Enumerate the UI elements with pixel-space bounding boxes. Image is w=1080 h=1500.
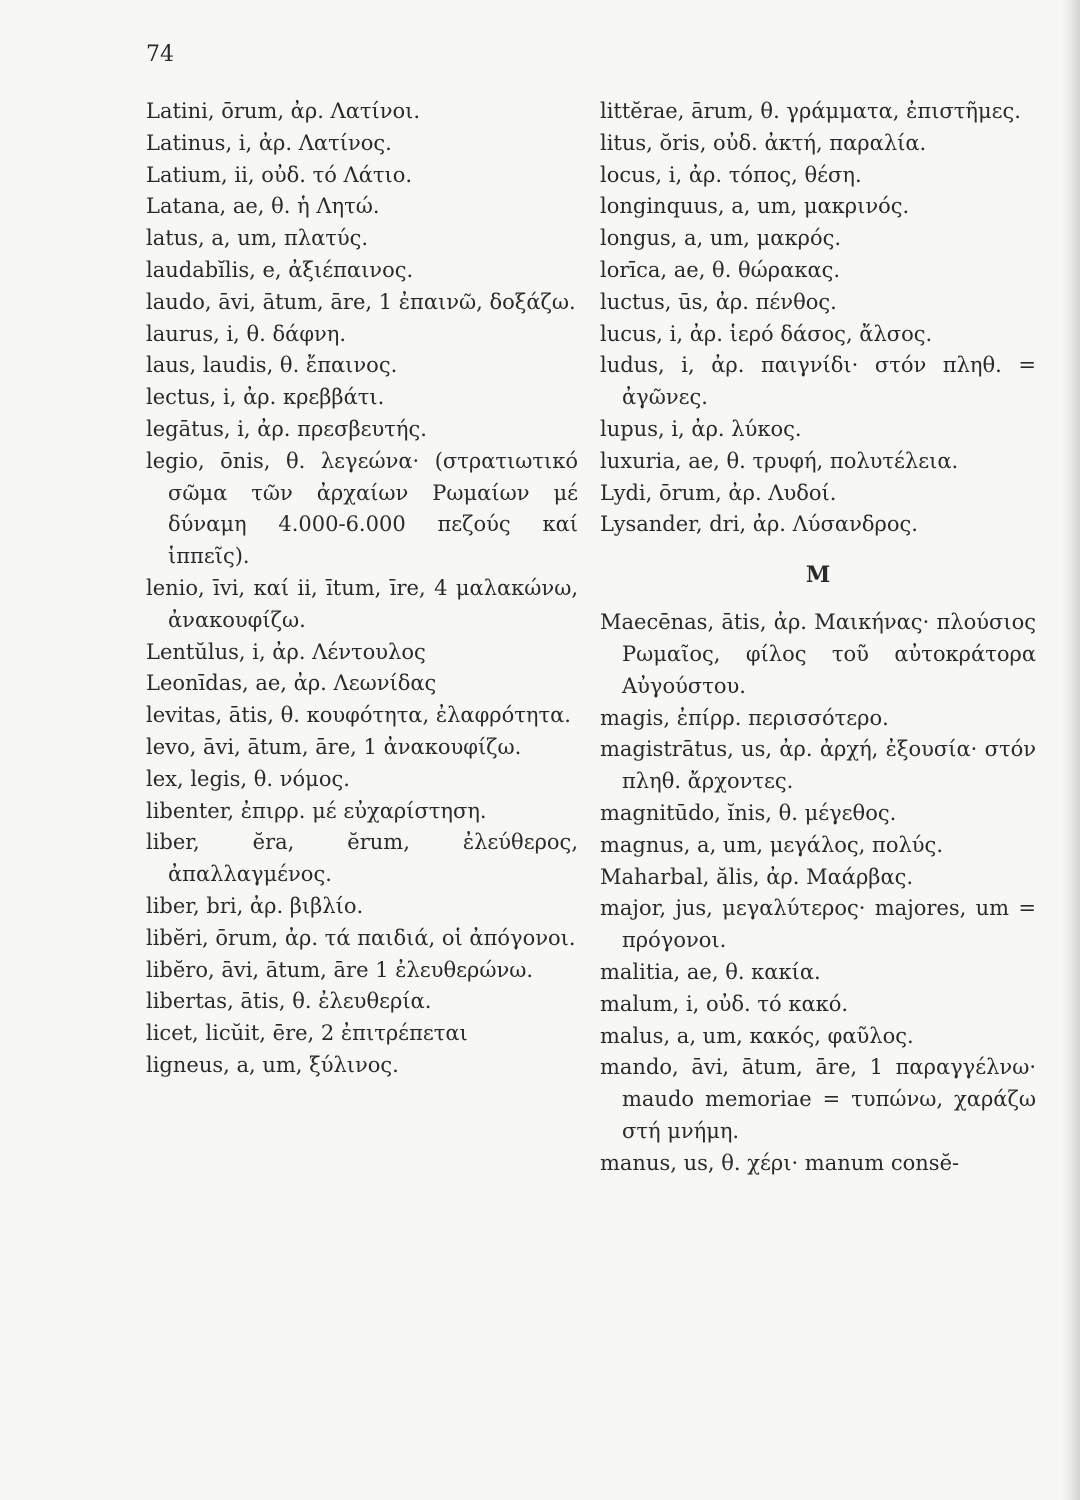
dictionary-entry: lucus, i, ἀρ. ἱερό δάσος, ἄλσος.	[600, 321, 933, 346]
dictionary-entry: libertas, ātis, θ. ἐλευθερία.	[146, 989, 432, 1014]
dictionary-entry: longus, a, um, μακρός.	[600, 226, 842, 251]
dictionary-entry: magistrātus, us, ἀρ. ἀρχή, ἐξουσία· στόν πληθ. ἄρχοντες.	[600, 737, 1036, 794]
dictionary-entry: licet, licŭit, ēre, 2 ἐπιτρέπεται	[146, 1021, 468, 1046]
dictionary-entry: magnus, a, um, μεγάλος, πολύς.	[600, 832, 943, 857]
dictionary-entry: libĕro, āvi, ātum, āre 1 ἐλευθερώνω.	[146, 957, 534, 982]
dictionary-entry: mando, āvi, ātum, āre, 1 παραγγέλνω· maudo memoriae = τυπώνω, χαράζω στή μνήμη.	[600, 1055, 1036, 1143]
dictionary-entry: Latini, ōrum, ἀρ. Λατίνοι.	[146, 99, 421, 123]
dictionary-entry: Maecēnas, ātis, ἀρ. Μαικήνας· πλούσιος Ρωμαῖος, φίλος τοῦ αὐτοκράτορα Αὐγούστου.	[600, 610, 1036, 698]
dictionary-entry: Latinus, i, ἀρ. Λατίνος.	[146, 130, 392, 155]
dictionary-entry: Lydi, ōrum, ἀρ. Λυδοί.	[600, 480, 837, 505]
dictionary-entry: malum, i, οὐδ. τό κακό.	[600, 991, 849, 1016]
dictionary-entry: ludus, i, ἀρ. παιγνίδι· στόν πληθ. = ἀγῶνες.	[600, 353, 1036, 410]
dictionary-entry: laudabĭlis, e, ἀξιέπαινος.	[146, 257, 414, 282]
dictionary-entry: malus, a, um, κακός, φαῦλος.	[600, 1023, 914, 1048]
dictionary-entry: lex, legis, θ. νόμος.	[146, 766, 350, 791]
dictionary-entry: Lysander, dri, ἀρ. Λύσανδρος.	[600, 512, 918, 537]
dictionary-entry: longinquus, a, um, μακρινός.	[600, 194, 910, 219]
dictionary-entry: luxuria, ae, θ. τρυφή, πολυτέλεια.	[600, 448, 959, 473]
dictionary-entry: major, jus, μεγαλύτερος· majores, um = πρόγονοι.	[600, 896, 1036, 953]
dictionary-entry: levitas, ātis, θ. κουφότητα, ἐλαφρότητα.	[146, 703, 571, 728]
dictionary-entry: lectus, i, ἀρ. κρεββάτι.	[146, 385, 385, 410]
dictionary-entry: libĕri, ōrum, ἀρ. τά παιδιά, οἱ ἀπόγονοι.	[146, 925, 576, 950]
dictionary-entry: libenter, ἐπιρρ. μέ εὐχαρίστηση.	[146, 798, 487, 823]
dictionary-entry: luctus, ūs, ἀρ. πένθος.	[600, 289, 837, 314]
dictionary-entry: liber, ĕra, ĕrum, ἐλεύθερος, ἀπαλλαγμένος.	[146, 830, 578, 887]
dictionary-entry: locus, i, ἀρ. τόπος, θέση.	[600, 162, 862, 187]
dictionary-entry: litus, ŏris, οὐδ. ἀκτή, παραλία.	[600, 130, 927, 155]
dictionary-entry: laus, laudis, θ. ἔπαινος.	[146, 353, 398, 378]
page-edge-shadow	[1062, 0, 1080, 1500]
left-column	[146, 96, 578, 1082]
dictionary-entry: levo, āvi, ātum, āre, 1 ἀνακουφίζω.	[146, 734, 522, 759]
dictionary-entry: manus, us, θ. χέρι· manum consĕ-	[600, 1150, 960, 1175]
dictionary-entry: Leonīdas, ae, ἀρ. Λεωνίδας	[146, 671, 437, 696]
dictionary-entry: laurus, i, θ. δάφνη.	[146, 321, 347, 346]
dictionary-entry: magis, ἐπίρρ. περισσότερο.	[600, 705, 889, 730]
dictionary-entry: lenio, īvi, καί ii, ītum, īre, 4 μαλακώνω, ἀνακουφίζω.	[146, 575, 578, 632]
dictionary-entry: Maharbal, ălis, ἀρ. Μαάρβας.	[600, 864, 914, 889]
right-column	[600, 96, 1036, 1180]
dictionary-entry: magnitūdo, ĭnis, θ. μέγεθος.	[600, 800, 897, 825]
dictionary-entry: Lentŭlus, i, ἀρ. Λέντουλος	[146, 639, 426, 664]
dictionary-entry: littĕrae, ārum, θ. γράμματα, ἐπιστῆμες.	[600, 99, 1021, 123]
dictionary-entry: liber, bri, ἀρ. βιβλίο.	[146, 893, 364, 918]
dictionary-entry: lorīca, ae, θ. θώρακας.	[600, 257, 841, 282]
dictionary-entry: ligneus, a, um, ξύλινος.	[146, 1052, 399, 1077]
dictionary-entry: latus, a, um, πλατύς.	[146, 226, 369, 251]
dictionary-entry: Latana, ae, θ. ἡ Λητώ.	[146, 194, 380, 219]
dictionary-entry: legātus, i, ἀρ. πρεσβευτής.	[146, 416, 427, 441]
dictionary-entry: laudo, āvi, ātum, āre, 1 ἐπαινῶ, δοξάζω.	[146, 289, 576, 314]
dictionary-entry: legio, ōnis, θ. λεγεώνα· (στρατιωτικό σῶμα τῶν ἀρχαίων Ρωμαίων μέ δύναμη 4.000-6.000 πεζούς καί ἱππεῖς).	[146, 448, 578, 569]
dictionary-entry: lupus, i, ἀρ. λύκος.	[600, 416, 802, 441]
dictionary-entry: malitia, ae, θ. κακία.	[600, 959, 821, 984]
page-number: 74	[146, 42, 174, 67]
section-letter-heading: M	[805, 562, 831, 589]
dictionary-entry: Latium, ii, οὐδ. τό Λάτιο.	[146, 162, 413, 187]
